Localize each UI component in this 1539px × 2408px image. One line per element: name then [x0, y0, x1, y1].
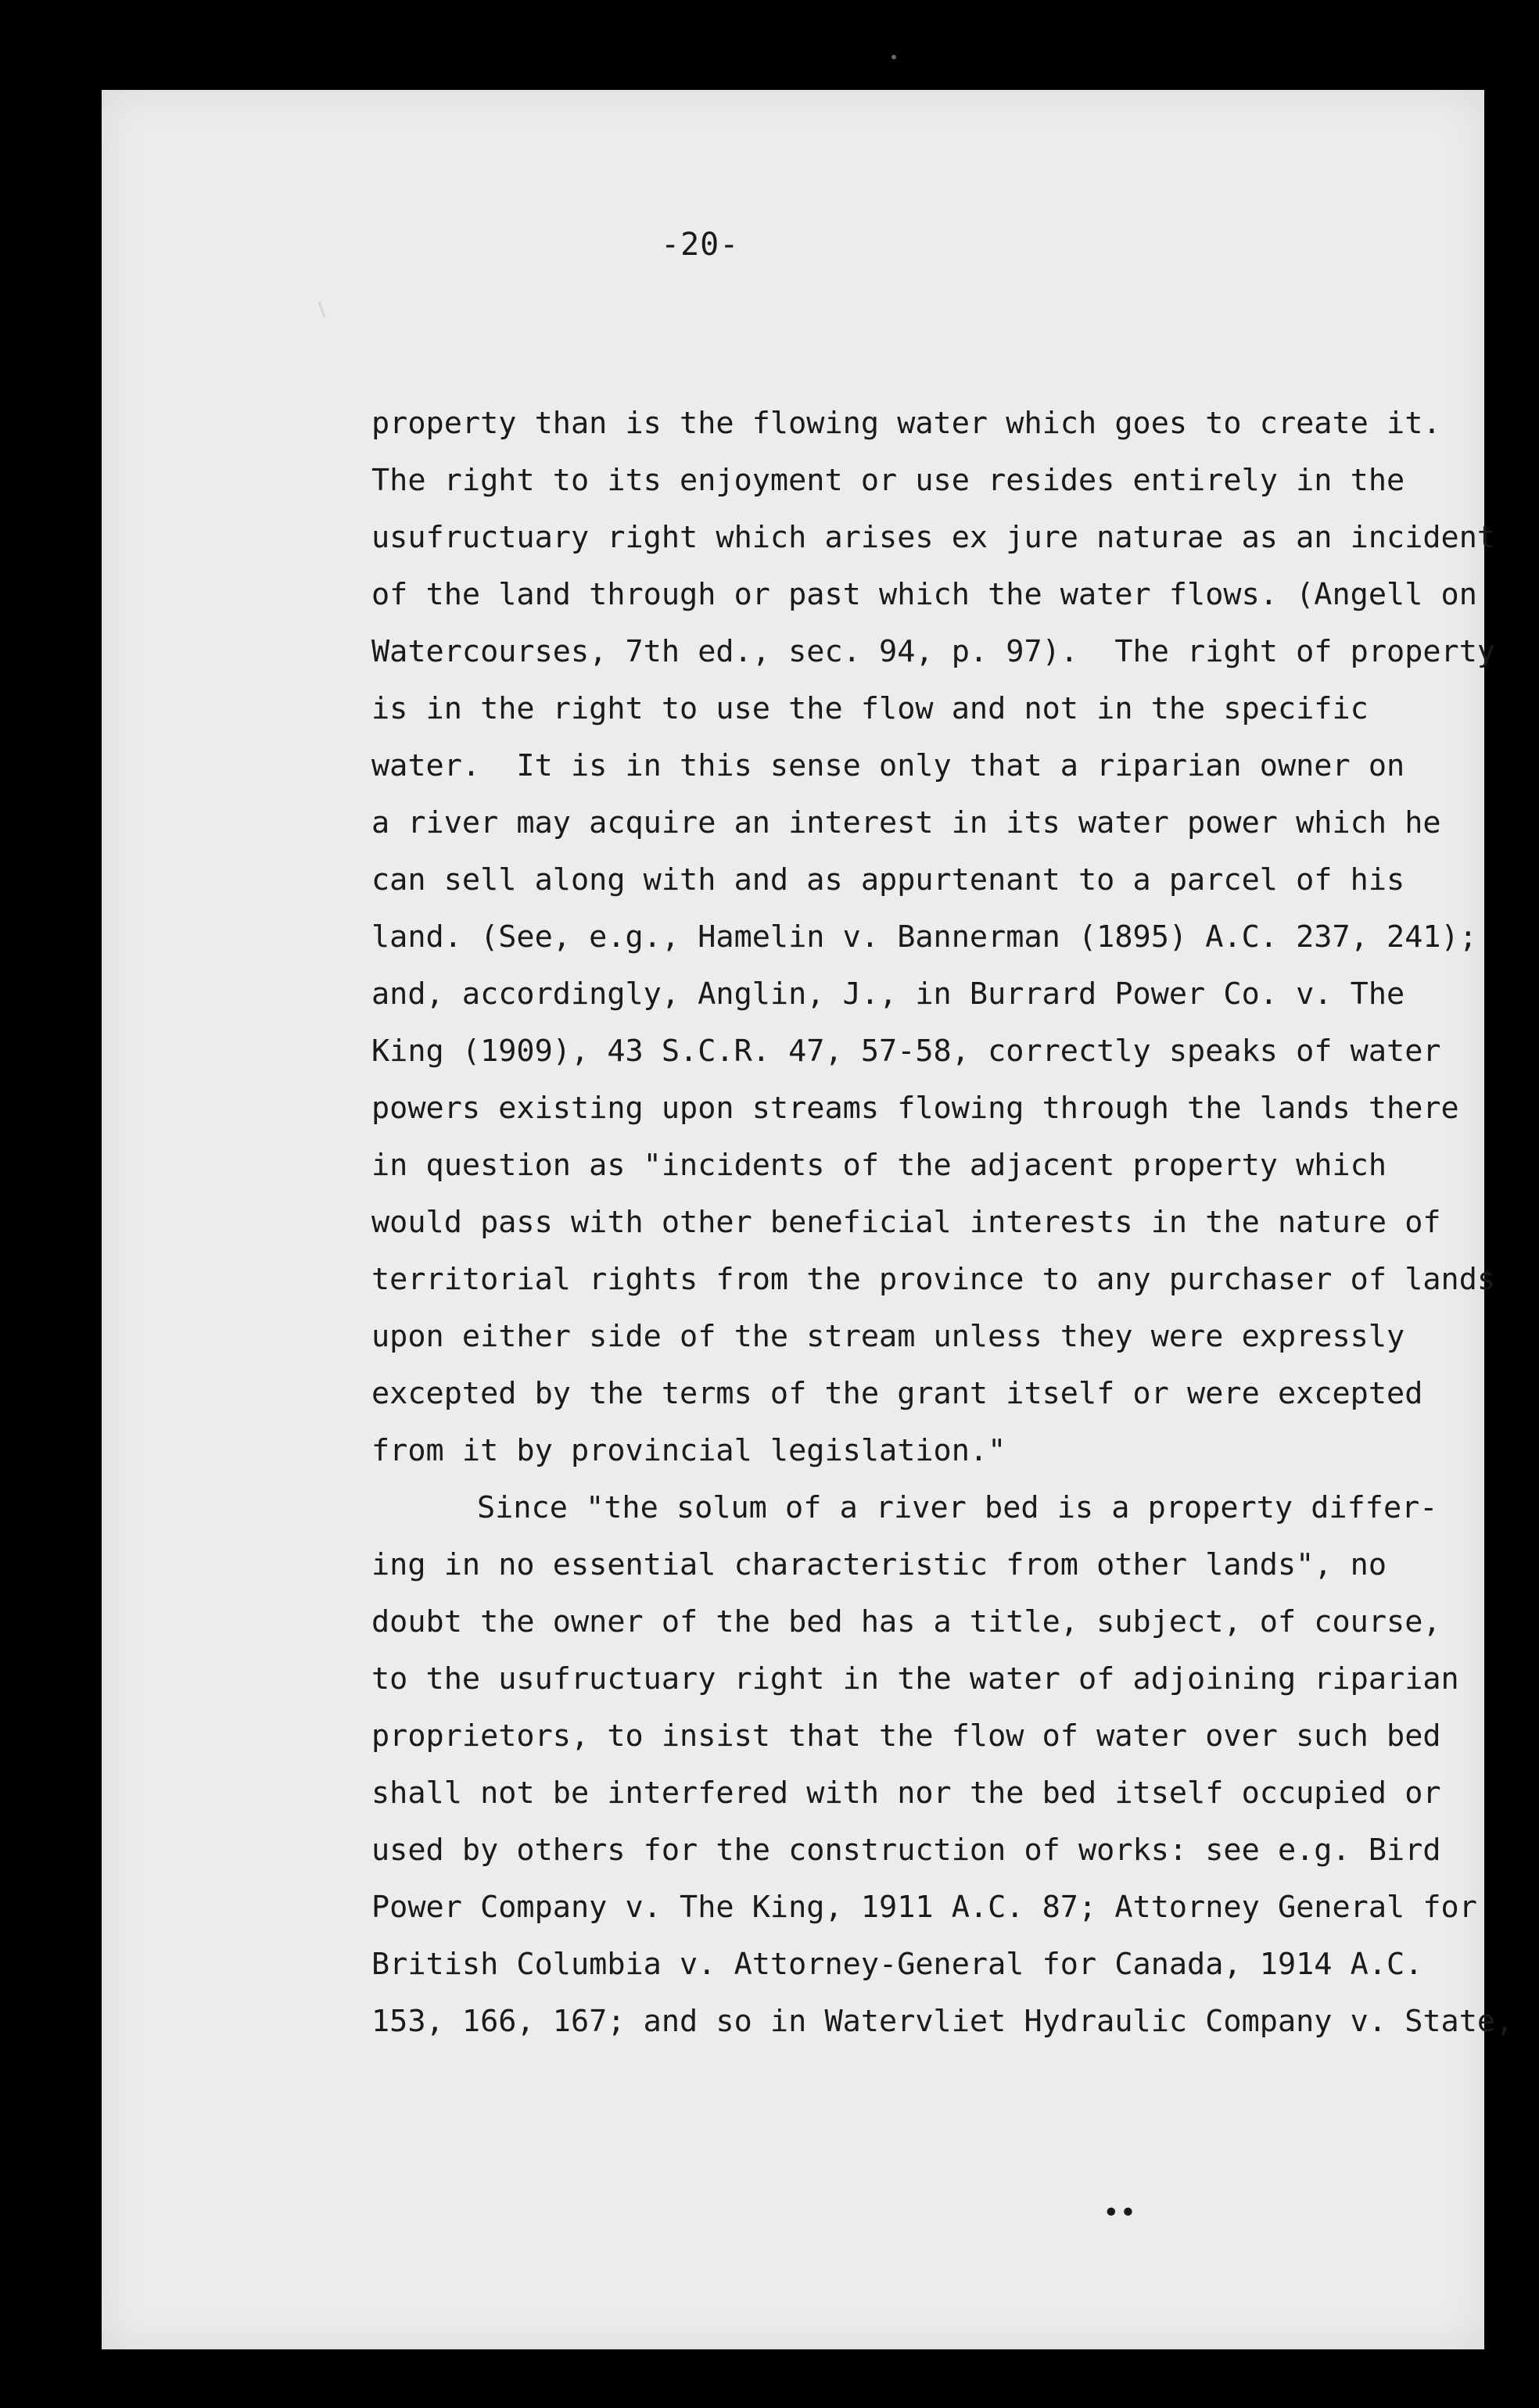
body-text [371, 395, 1539, 2050]
text-line: proprietors, to insist that the flow of water over such bed [371, 1718, 1441, 1754]
paragraph-start-line: Since "the solum of a river bed is a property differ- [477, 1490, 1438, 1525]
text-line: British Columbia v. Attorney-General for Canada, 1914 A.C. [371, 1947, 1423, 1982]
text-line: in question as "incidents of the adjacent property which [371, 1148, 1387, 1183]
text-line: 153, 166, 167; and so in Watervliet Hydraulic Company v. State, [371, 2004, 1514, 2039]
text-line: shall not be interfered with nor the bed itself occupied or [371, 1776, 1441, 1811]
text-line: Watercourses, 7th ed., sec. 94, p. 97). The right of property [371, 634, 1496, 669]
text-line: excepted by the terms of the grant itself or were excepted [371, 1376, 1423, 1411]
text-line: to the usufructuary right in the water of adjoining riparian [371, 1661, 1459, 1697]
text-line: would pass with other beneficial interests in the nature of [371, 1205, 1441, 1240]
text-line: can sell along with and as appurtenant to a parcel of his [371, 862, 1405, 898]
text-line: of the land through or past which the water flows. (Angell on [371, 577, 1477, 612]
text-line: usufructuary right which arises ex jure naturae as an incident [371, 520, 1496, 555]
text-line: doubt the owner of the bed has a title, subject, of course, [371, 1604, 1441, 1639]
text-line: and, accordingly, Anglin, J., in Burrard Power Co. v. The [371, 976, 1405, 1012]
document-page [102, 90, 1514, 2349]
text-line: The right to its enjoyment or use resides entirely in the [371, 463, 1405, 498]
text-line: is in the right to use the flow and not in the specific [371, 691, 1369, 726]
text-line: ing in no essential characteristic from other lands", no [371, 1547, 1387, 1582]
text-line: land. (See, e.g., Hamelin v. Bannerman (1895) A.C. 237, 241); [371, 919, 1477, 955]
text-line: a river may acquire an interest in its water power which he [371, 805, 1441, 840]
text-line: water. It is in this sense only that a riparian owner on [371, 748, 1405, 783]
page-number: -20- [661, 227, 740, 263]
text-line: powers existing upon streams flowing through the lands there [371, 1091, 1459, 1126]
text-line: used by others for the construction of works: see e.g. Bird [371, 1833, 1441, 1868]
film-edge-mark [891, 55, 896, 59]
continuation-marks: •• [1103, 2197, 1137, 2229]
margin-pencil-mark [317, 301, 325, 318]
text-line: Power Company v. The King, 1911 A.C. 87; Attorney General for [371, 1890, 1477, 1925]
text-line: upon either side of the stream unless they were expressly [371, 1319, 1405, 1354]
text-line: King (1909), 43 S.C.R. 47, 57-58, correctly speaks of water [371, 1034, 1441, 1069]
text-line: property than is the flowing water which goes to create it. [371, 406, 1441, 441]
text-line: territorial rights from the province to any purchaser of lands [371, 1262, 1496, 1297]
text-line: from it by provincial legislation." [371, 1433, 1006, 1468]
